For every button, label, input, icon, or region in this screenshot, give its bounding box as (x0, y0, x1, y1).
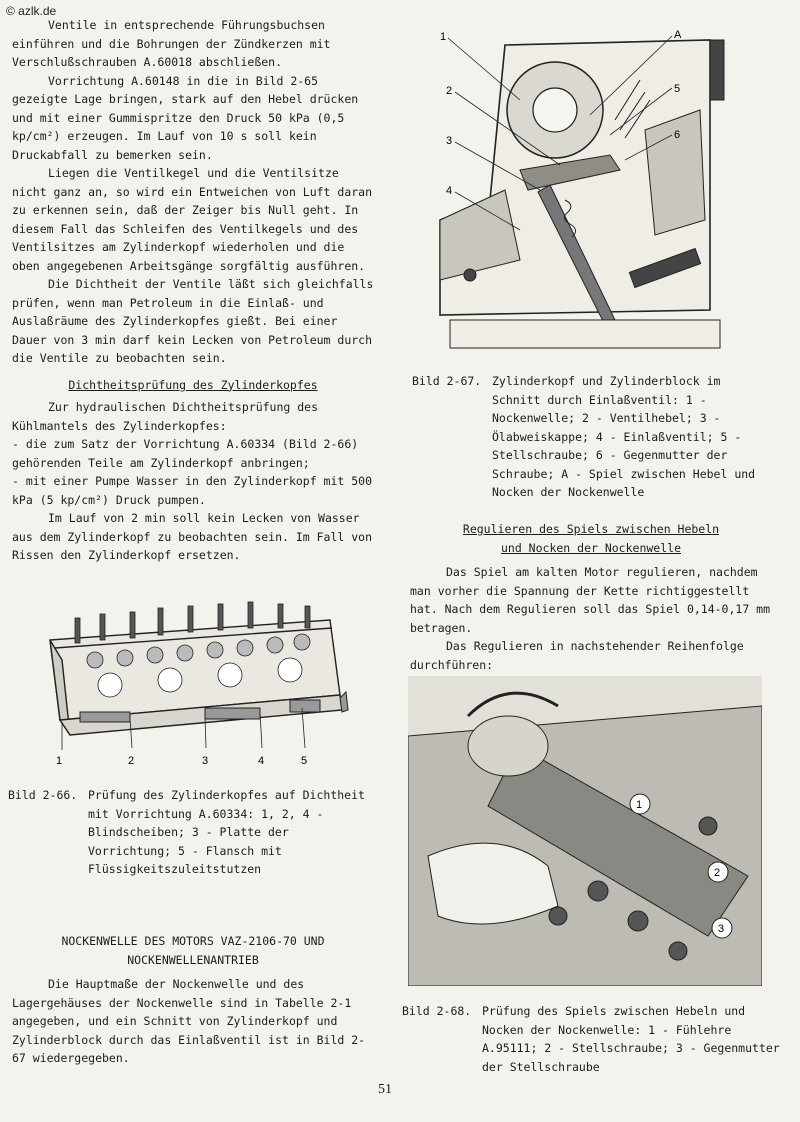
fig67-label: A (674, 29, 682, 41)
fig67-label: 1 (440, 31, 447, 43)
left-column-top (12, 16, 374, 565)
paragraph: Liegen die Ventilkegel und die Ventilsitze nicht ganz an, so wird ein Entweichen von Luft daran zu erkennen sein, daß der Zeiger bis Null geht. In diesem Fall das Schleifen des Ventilkegels und des Ventilsitzes am Zylinderkopf wiederholen und die oben angegebenen Arbeitsgänge sorgfältig ausführen. (12, 166, 373, 273)
fig67-label: 4 (446, 185, 453, 197)
paragraph: Zur hydraulischen Dichtheitsprüfung des Kühlmantels des Zylinderkopfes: (12, 400, 319, 433)
fig66-label: 4 (258, 755, 265, 767)
fig66-label: 3 (202, 755, 209, 767)
watermark: © azlk.de (6, 4, 57, 18)
fig67-label: 5 (674, 83, 681, 95)
paragraph: Ventile in entsprechende Führungsbuchsen einführen und die Bohrungen der Zündkerzen mit Verschlußschrauben A.60018 abschließen. (12, 18, 331, 69)
fig68-label: 1 (636, 799, 643, 811)
caption-text: Prüfung des Zylinderkopfes auf Dichtheit mit Vorrichtung A.60334: 1, 2, 4 - Blindscheiben; 3 - Platte der Vorrichtung; 5 - Flansch mit Flüssigkeitszuleitstutzen (88, 788, 365, 876)
section-heading: NOCKENWELLE DES MOTORS VAZ-2106-70 UND (61, 934, 325, 948)
paragraph: Vorrichtung A.60148 in die in Bild 2-65 gezeigte Lage bringen, stark auf den Hebel drücken und mit einer Gummispritze den Druck 50 kPa (0,5 kp/cm²) erzeugen. Im Lauf von 10 s soll kein Druckabfall zu bemerken sein. (12, 73, 359, 162)
section-heading: NOCKENWELLENANTRIEB (127, 952, 259, 967)
list-item: - die zum Satz der Vorrichtung A.60334 (Bild 2-66) gehörenden Teile am Zylinderkopf anbringen; (12, 437, 359, 470)
left-column-bottom (12, 932, 374, 1068)
fig66-label: 5 (301, 755, 308, 767)
paragraph: Das Spiel am kalten Motor regulieren, nachdem man vorher die Spannung der Kette richtiggestellt hat. Nach dem Regulieren soll das Spiel 0,14-0,17 mm betragen. (410, 565, 771, 635)
caption-lead: Bild 2-67. (412, 374, 482, 388)
caption-text: Zylinderkopf und Zylinderblock im Schnitt durch Einlaßventil: 1 - Nockenwelle; 2 - Ventilhebel; 3 - Ölabweiskappe; 4 - Einlaßventil; 5 - Stellschraube; 6 - Gegenmutter der Schraube; A - Spiel zwischen Hebel und Nocken der Nockenwelle (492, 374, 756, 499)
paragraph: Die Dichtheit der Ventile läßt sich gleichfalls prüfen, wenn man Petroleum in die Einlaß- und Auslaßräume des Zylinderkopfes gießt. Bei einer Dauer von 3 min darf kein Lecken von Petroleum durch die Ventile zu beobachten sein. (12, 277, 374, 365)
caption-lead: Bild 2-68. (402, 1004, 472, 1018)
fig68-label: 2 (714, 867, 721, 879)
paragraph: Die Hauptmaße der Nockenwelle und des Lagergehäuses der Nockenwelle sind in Tabelle 2-1 angegeben, und ein Schnitt von Zylinderkopf und Zylinderblock durch das Einlaßventil ist in Bild 2-67 wiedergegeben. (12, 977, 366, 1065)
section-heading: und Nocken der Nockenwelle (500, 540, 681, 555)
figure-2-68-feeler-gauge-photo (408, 676, 762, 986)
fig67-label: 3 (446, 135, 453, 147)
caption-lead: Bild 2-66. (8, 788, 78, 802)
caption-text: Prüfung des Spiels zwischen Hebeln und Nocken der Nockenwelle: 1 - Fühlehre A.95111; 2 - Stellschraube; 3 - Gegenmutter der Stellschraube (482, 1004, 780, 1074)
paragraph: Im Lauf von 2 min soll kein Lecken von Wasser aus dem Zylinderkopf zu beobachten sein. Im Fall von Rissen den Zylinderkopf ersetzen. (12, 511, 373, 562)
figure-2-66-cylinder-head (40, 600, 350, 775)
fig66-label: 1 (56, 755, 63, 767)
figure-2-67-caption (412, 372, 772, 502)
list-item: - mit einer Pumpe Wasser in den Zylinderkopf mit 500 kPa (5 kp/cm²) Druck pumpen. (12, 474, 373, 507)
page-number: 51 (378, 1082, 392, 1097)
paragraph: Das Regulieren in nachstehender Reihenfolge durchführen: (410, 639, 744, 672)
right-column-text (410, 520, 772, 674)
figure-2-66-caption (8, 786, 378, 879)
fig66-label: 2 (128, 755, 135, 767)
fig67-label: 2 (446, 85, 453, 97)
fig67-label: 6 (674, 129, 681, 141)
fig68-label: 3 (718, 923, 725, 935)
section-heading: Regulieren des Spiels zwischen Hebeln (462, 522, 720, 536)
section-heading: Dichtheitsprüfung des Zylinderkopfes (68, 377, 318, 392)
figure-2-68-caption (402, 1002, 782, 1076)
figure-2-67-section-drawing (410, 20, 755, 365)
